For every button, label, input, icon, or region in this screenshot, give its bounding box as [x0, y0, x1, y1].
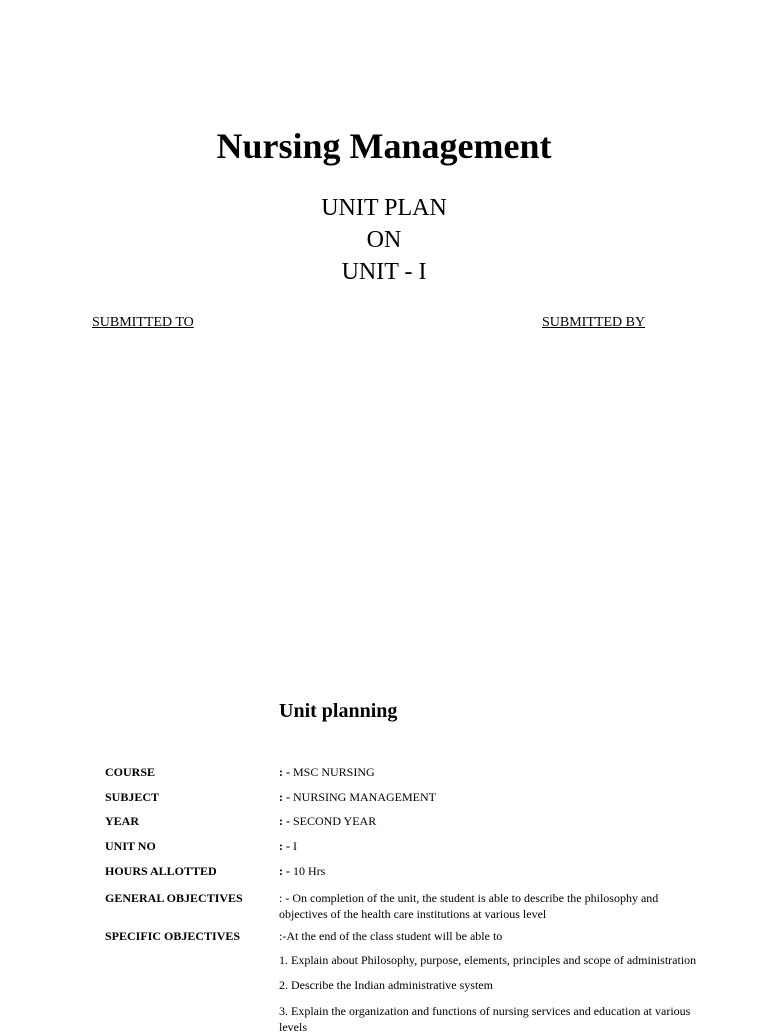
subject-label: SUBJECT — [105, 790, 160, 804]
course-label: COURSE — [105, 765, 156, 779]
section-heading: Unit planning — [279, 700, 398, 722]
year-label: YEAR — [105, 814, 140, 828]
unit-no-label: UNIT NO — [105, 839, 156, 853]
hours-text: 10 Hrs — [290, 864, 326, 878]
course-separator: : - — [279, 765, 290, 779]
year-separator: : - — [279, 814, 290, 828]
general-objectives-separator: : - — [279, 891, 290, 905]
unit-number-line: UNIT - I — [341, 259, 427, 285]
year-text: SECOND YEAR — [290, 814, 377, 828]
specific-objective-item: 3. Explain the organization and functions of nursing services and education at various levels — [279, 1004, 691, 1034]
general-objectives-text: On completion of the unit, the student is able to describe the philosophy and objectives of the health care institutions at various level — [279, 891, 659, 921]
hours-allotted-value — [279, 863, 699, 879]
general-objectives-label: GENERAL OBJECTIVES — [105, 891, 243, 905]
unit-no-separator: : - — [279, 839, 290, 853]
specific-objective-item: 2. Describe the Indian administrative system — [279, 978, 493, 992]
specific-objectives-label: SPECIFIC OBJECTIVES — [105, 929, 241, 943]
year-value — [279, 813, 699, 829]
specific-objective-item: 1. Explain about Philosophy, purpose, elements, principles and scope of administration — [279, 953, 697, 967]
course-value — [279, 764, 699, 780]
submitted-by-label: SUBMITTED BY — [542, 315, 646, 330]
general-objectives-value — [279, 890, 699, 922]
unit-no-value — [279, 838, 699, 854]
document-title: Nursing Management — [216, 126, 552, 166]
unit-plan-line: UNIT PLAN — [321, 195, 447, 221]
hours-separator: : - — [279, 864, 290, 878]
hours-allotted-label: HOURS ALLOTTED — [105, 864, 217, 878]
subject-value — [279, 789, 699, 805]
course-text: MSC NURSING — [290, 765, 375, 779]
unit-no-text: I — [290, 839, 297, 853]
subject-text: NURSING MANAGEMENT — [290, 790, 436, 804]
submitted-to-label: SUBMITTED TO — [92, 315, 194, 330]
specific-objectives-intro: :-At the end of the class student will be able to — [279, 929, 503, 943]
subject-separator: : - — [279, 790, 290, 804]
on-line: ON — [366, 227, 402, 253]
